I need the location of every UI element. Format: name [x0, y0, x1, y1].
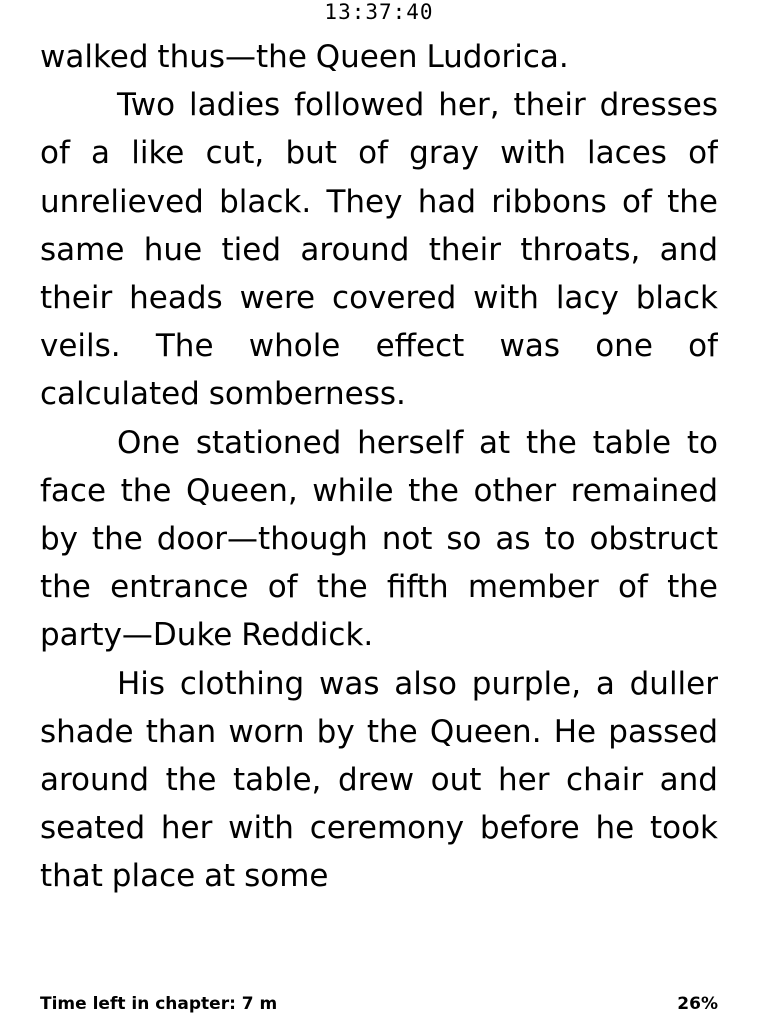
paragraph: One stationed herself at the table to face the Queen, while the other remained by the door—though not so as to obstruct the entrance of the fifth member of the party—Duke Reddick.	[40, 424, 718, 654]
paragraph: Two ladies followed her, their dresses of a like cut, but of gray with laces of unrelieved black. They had ribbons of the same hue tied around their throats, and their heads were covered with lacy black veils. The whole effect was one of calculated somberness.	[40, 87, 718, 413]
reader-footer	[40, 992, 718, 1016]
reading-page[interactable]	[40, 33, 718, 953]
paragraph-continuation: walked thus—the Queen Ludorica.	[40, 39, 569, 75]
paragraph: His clothing was also purple, a duller shade than worn by the Queen. He passed around the table, drew out her chair and seated her with ceremony before he took that place at some	[40, 665, 718, 895]
book-progress-percent: 26%	[677, 994, 718, 1014]
status-clock: 13:37:40	[324, 0, 434, 24]
time-left-in-chapter: Time left in chapter: 7 m	[40, 994, 278, 1014]
